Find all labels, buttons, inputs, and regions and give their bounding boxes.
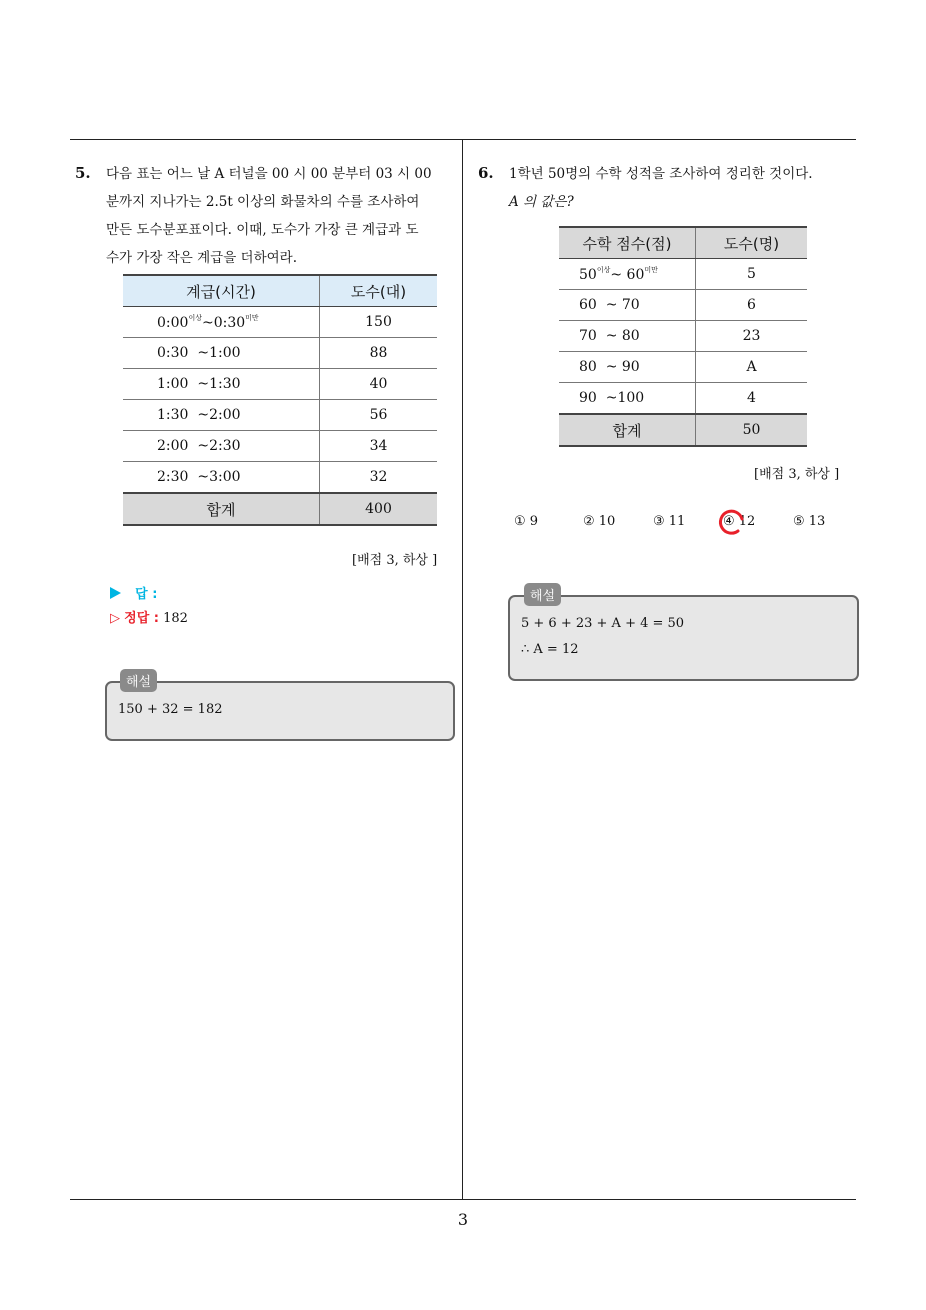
play-arrow-icon — [110, 587, 121, 599]
outline-arrow-icon: ▷ — [110, 611, 120, 626]
explanation-tag: 해설 — [524, 583, 561, 606]
table-row — [123, 338, 437, 369]
question-5-score: [배점 3, 하상 ] — [352, 553, 438, 568]
frequency-cell: 23 — [696, 321, 808, 352]
frequency-cell: 34 — [320, 431, 438, 462]
frequency-cell: 32 — [320, 462, 438, 494]
question-6-text — [509, 160, 813, 216]
table-header-frequency: 도수(명) — [696, 227, 808, 259]
answer-label: 답 : — [135, 587, 158, 602]
class-cell: 60 ~ 70 — [559, 290, 696, 321]
frequency-cell: 150 — [320, 307, 438, 338]
question-5-text — [106, 160, 432, 272]
frequency-cell: 6 — [696, 290, 808, 321]
frequency-cell: 88 — [320, 338, 438, 369]
total-label: 합계 — [123, 493, 320, 525]
table-row — [123, 369, 437, 400]
top-rule — [70, 139, 856, 140]
class-cell: 2:00 ~2:30 — [123, 431, 320, 462]
total-value: 400 — [320, 493, 438, 525]
class-cell: 0:30 ~1:00 — [123, 338, 320, 369]
answer-line — [110, 583, 157, 602]
class-cell — [559, 259, 696, 290]
explanation-line: 5 + 6 + 23 + A + 4 = 50 — [521, 616, 685, 631]
frequency-cell: 5 — [696, 259, 808, 290]
lower-bound-mark: 이상 — [188, 314, 202, 322]
question-6-line: 1학년 50명의 수학 성적을 조사하여 정리한 것이다. — [509, 166, 813, 182]
class-cell — [123, 307, 320, 338]
correct-value: 182 — [163, 611, 188, 626]
class-cell: 70 ~ 80 — [559, 321, 696, 352]
question-5-line: 수가 가장 작은 계급을 더하여라. — [106, 250, 297, 266]
table-header-score: 수학 점수(점) — [559, 227, 696, 259]
table-header-class: 계급(시간) — [123, 275, 320, 307]
table-row — [559, 352, 807, 383]
choice-3[interactable]: ③ 11 — [653, 514, 686, 529]
upper-bound-mark: 미만 — [644, 266, 658, 274]
table-row — [559, 383, 807, 415]
class-cell: 90 ~100 — [559, 383, 696, 415]
class-end: ~0:30 — [201, 315, 246, 331]
question-5-line: 만든 도수분포표이다. 이때, 도수가 가장 큰 계급과 도 — [106, 222, 419, 238]
question-5-frequency-table — [123, 274, 437, 526]
frequency-cell: A — [696, 352, 808, 383]
table-total-row — [123, 493, 437, 525]
table-row — [123, 431, 437, 462]
explanation-line: 150 + 32 = 182 — [118, 702, 223, 717]
table-row — [123, 462, 437, 494]
table-header-frequency: 도수(대) — [320, 275, 438, 307]
table-row — [559, 321, 807, 352]
table-row — [559, 259, 807, 290]
question-6-line: A 의 값은? — [509, 194, 574, 210]
total-value: 50 — [696, 414, 808, 446]
table-row — [123, 307, 437, 338]
table-total-row — [559, 414, 807, 446]
question-5-number: 5. — [75, 164, 91, 182]
column-divider — [462, 140, 463, 1200]
question-6-explanation-box — [508, 595, 859, 681]
frequency-cell: 56 — [320, 400, 438, 431]
correct-label: 정답 : — [124, 611, 159, 626]
class-cell: 80 ~ 90 — [559, 352, 696, 383]
table-row — [559, 290, 807, 321]
total-label: 합계 — [559, 414, 696, 446]
choice-2[interactable]: ② 10 — [583, 514, 616, 529]
question-5-line: 분까지 지나가는 2.5t 이상의 화물차의 수를 조사하여 — [106, 194, 420, 210]
question-6-number: 6. — [478, 164, 494, 182]
correct-answer-line — [110, 607, 188, 626]
question-6-frequency-table — [559, 226, 807, 447]
frequency-cell: 40 — [320, 369, 438, 400]
class-cell: 2:30 ~3:00 — [123, 462, 320, 494]
explanation-line: ∴ A = 12 — [521, 642, 579, 657]
table-row — [123, 400, 437, 431]
class-cell: 1:00 ~1:30 — [123, 369, 320, 400]
question-6-score: [배점 3, 하상 ] — [754, 467, 840, 482]
lower-bound-mark: 이상 — [596, 266, 611, 274]
selected-answer-circle-icon — [716, 507, 746, 537]
question-5-line: 다음 표는 어느 날 A 터널을 00 시 00 분부터 03 시 00 — [106, 166, 432, 182]
choice-5[interactable]: ⑤ 13 — [793, 514, 826, 529]
class-start: 0:00 — [157, 315, 189, 331]
frequency-cell: 4 — [696, 383, 808, 415]
class-end: ~ 60 — [610, 267, 645, 283]
page-number: 3 — [457, 1210, 469, 1229]
upper-bound-mark: 미만 — [245, 314, 259, 322]
class-start: 50 — [579, 267, 597, 283]
choice-4[interactable]: ④ 12 — [723, 514, 756, 529]
explanation-tag: 해설 — [120, 669, 157, 692]
class-cell: 1:30 ~2:00 — [123, 400, 320, 431]
choice-1[interactable]: ① 9 — [514, 514, 539, 529]
bottom-rule — [70, 1199, 856, 1200]
